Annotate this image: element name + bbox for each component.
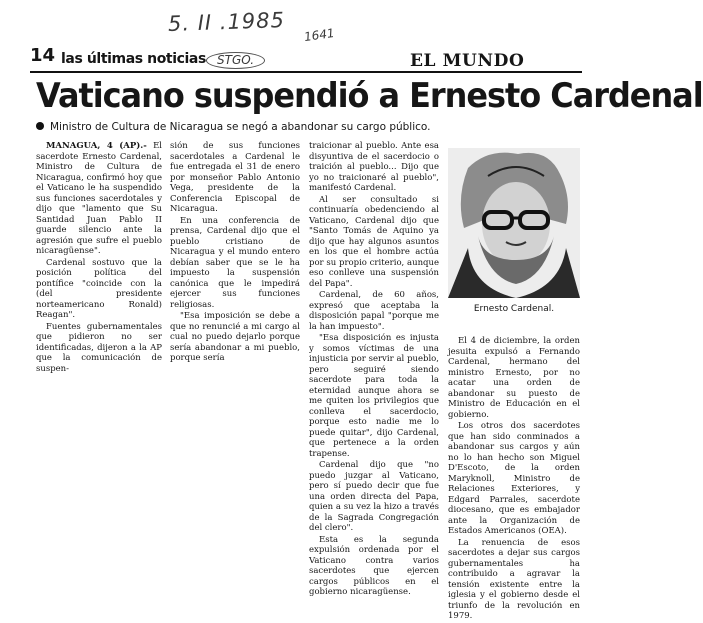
page-number: 14 (30, 45, 56, 66)
article-paragraph: Cardenal, de 60 años, expresó que aceptaba la disposición papal "porque me la han impuesto". (309, 290, 439, 332)
handwritten-date: 5. II .1985 (167, 7, 286, 37)
article-paragraph: Los otros dos sacerdotes que han sido conminados a abandonar sus cargos y aún no lo han hecho son Miguel D'Escoto, de la orden Maryknoll, Ministro de Relaciones Exteriores, y Edgard Parrales, sacerdote diocesano, que es embajador ante la Organización de Estados Americanos (OEA). (448, 421, 580, 536)
bullet-icon (36, 122, 44, 130)
article-column-1 (36, 141, 162, 375)
article-paragraph: Cardenal sostuvo que la posición política del pontífice "coincide con la (del presidente norteamericano Ronald) Reagan". (36, 257, 162, 320)
headline: Vaticano suspendió a Ernesto Cardenal (36, 76, 703, 116)
article-paragraph: La renuencia de esos sacerdotes a dejar sus cargos gubernamentales ha contribuido a agravar la tensión existente entre la iglesia y el gobierno desde el triunfo de la revolución en 1979. (448, 537, 580, 621)
article-paragraph: sión de sus funciones sacerdotales a Cardenal le fue entregada el 31 de enero por monseñor Pablo Antonio Vega, presidente de la Conferencia Episcopal de Nicaragua. (170, 141, 300, 214)
photo-caption: Ernesto Cardenal. (473, 304, 555, 314)
article-column-2 (170, 141, 300, 365)
paragraph-text: El sacerdote Ernesto Cardenal, Ministro de Cultura de Nicaragua, confirmó hoy que el Vaticano le ha suspendido sus funciones sacerdotales y dijo que "lamento que Su Santidad Juan Pablo II guarde silencio ante la agresión que sufre el pueblo nicaragüense". (36, 141, 163, 256)
portrait-photo (448, 148, 580, 298)
article-paragraph: "Esa imposición se debe a que no renuncié a mi cargo al cual no puedo dejarlo porque sería abandonar a mi pueblo, porque sería (170, 311, 300, 363)
article-column-3 (309, 141, 439, 599)
article-paragraph: En una conferencia de prensa, Cardenal dijo que el pueblo cristiano de Nicaragua y el mundo entero debían saber que se le ha impuesto la suspensión canónica que le impedirá ejercer sus funciones religiosas. (170, 215, 300, 310)
section-title: EL MUNDO (410, 51, 525, 71)
deck (36, 121, 431, 133)
dateline: MANAGUA, 4 (AP).- (46, 141, 147, 151)
article-column-4 (448, 336, 580, 623)
article-paragraph: "Esa disposición es injusta y somos víctimas de una injusticia por servir al pueblo, pero seguiré siendo sacerdote para toda la eternidad aunque ahora se me quiten los privilegios que conlleva el sacerdocio, porque esto nadie me lo puede quitar", dijo Cardenal, que pertenece a la orden trapense. (309, 333, 439, 459)
article-paragraph: El 4 de diciembre, la orden jesuita expulsó a Fernando Cardenal, hermano del ministro Ernesto, por no acatar una orden de abandonar su puesto de Ministro de Educación en el gobierno. (448, 336, 580, 420)
masthead-rule (30, 71, 582, 73)
handwritten-number: 1641 (303, 25, 336, 45)
handwritten-source-note: STGO. (206, 52, 265, 69)
article-paragraph: Cardenal dijo que "no puedo juzgar al Vaticano, pero sí puedo decir que fue una orden directa del Papa, quien a su vez la hizo a través de la Sagrada Congregación del clero". (309, 460, 439, 533)
article-paragraph: Al ser consultado si continuaría obedenciendo al Vaticano, Cardenal dijo que "Santo Tomás de Aquino ya dijo que hay algunos asuntos en los que el hombre actúa por su propio criterio, aunque eso conlleve una suspensión del Papa". (309, 194, 439, 289)
article-paragraph: Esta es la segunda expulsión ordenada por el Vaticano contra varios sacerdotes que ejercen cargos públicos en el gobierno nicaragüense. (309, 534, 439, 597)
newspaper-name: las últimas noticias (61, 51, 206, 67)
article-paragraph: Fuentes gubernamentales que pidieron no ser identificadas, dijeron a la AP que la comunicación de suspen- (36, 321, 162, 374)
deck-text: Ministro de Cultura de Nicaragua se negó a abandonar su cargo público. (50, 121, 431, 133)
article-paragraph (36, 141, 162, 257)
portrait-image (448, 148, 580, 298)
article-paragraph: traicionar al pueblo. Ante esa disyuntiva de el sacerdocio o traición al pueblo... Dijo que yo no traicionaré al pueblo", manifestó Cardenal. (309, 141, 439, 193)
